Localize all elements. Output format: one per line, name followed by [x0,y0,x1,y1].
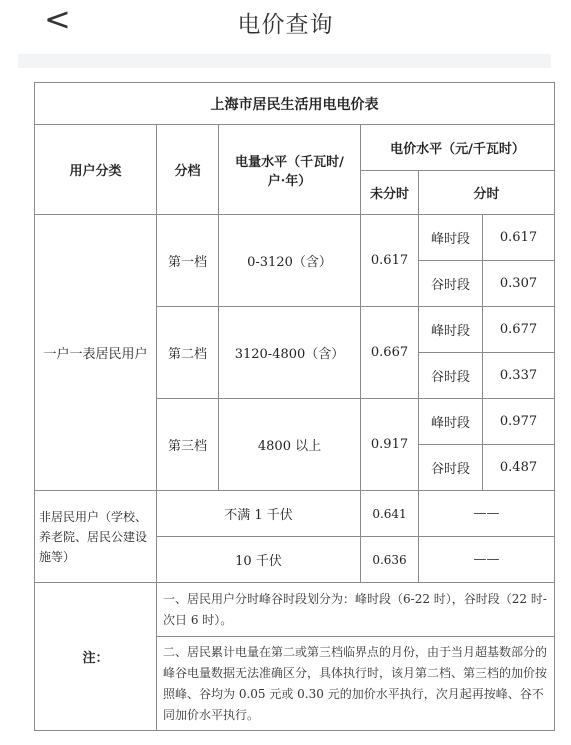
peak-label: 峰时段 [419,215,483,261]
valley-price: 0.307 [483,261,555,307]
header-bar [0,0,571,40]
tariff-table [34,82,555,731]
tier-range: 3120-4800（含） [219,307,361,399]
header-non-tou: 未分时 [361,171,419,215]
valley-label: 谷时段 [419,353,483,399]
peak-label: 峰时段 [419,399,483,445]
tier-name: 第二档 [157,307,219,399]
tier-price: 0.667 [361,307,419,399]
voltage-level: 不满 1 千伏 [157,491,361,537]
peak-label: 峰时段 [419,307,483,353]
header-consumption: 电量水平（千瓦时/户·年） [219,125,361,215]
valley-price: 0.337 [483,353,555,399]
divider-strip [18,54,551,68]
chevron-left-icon[interactable]: < [44,0,71,38]
note-item: 二、居民累计电量在第二或第三档临界点的月份，由于当月超基数部分的峰谷电量数据无法准确区分，具体执行时，该月第二档、第三档的加价按照峰、谷均为 0.05 元或 0.30 元的加价水平执行，次月起再按峰、谷不同加价水平执行。 [157,637,555,731]
notes-label: 注： [35,583,157,731]
note-item: 一、居民用户分时峰谷时段划分为：峰时段（6-22 时），谷时段（22 时-次日 6 时）。 [157,583,555,637]
tier-name: 第三档 [157,399,219,491]
valley-label: 谷时段 [419,261,483,307]
page-title: 电价查询 [237,12,334,38]
voltage-level: 10 千伏 [157,537,361,583]
valley-label: 谷时段 [419,445,483,491]
header-tier: 分档 [157,125,219,215]
peak-price: 0.677 [483,307,555,353]
header-user-type: 用户分类 [35,125,157,215]
tariff-document [34,82,554,742]
peak-price: 0.617 [483,215,555,261]
tou-dash: —— [419,491,555,537]
non-residential-label: 非居民用户（学校、养老院、居民公建设施等） [35,491,157,583]
tier-price: 0.917 [361,399,419,491]
table-title: 上海市居民生活用电电价表 [35,83,555,125]
residential-label: 一户一表居民用户 [35,215,157,491]
non-residential-price: 0.641 [361,491,419,537]
tier-range: 0-3120（含） [219,215,361,307]
tier-price: 0.617 [361,215,419,307]
tou-dash: —— [419,537,555,583]
header-price: 电价水平（元/千瓦时） [361,125,555,171]
tier-range: 4800 以上 [219,399,361,491]
peak-price: 0.977 [483,399,555,445]
non-residential-price: 0.636 [361,537,419,583]
tier-name: 第一档 [157,215,219,307]
header-tou: 分时 [419,171,555,215]
valley-price: 0.487 [483,445,555,491]
